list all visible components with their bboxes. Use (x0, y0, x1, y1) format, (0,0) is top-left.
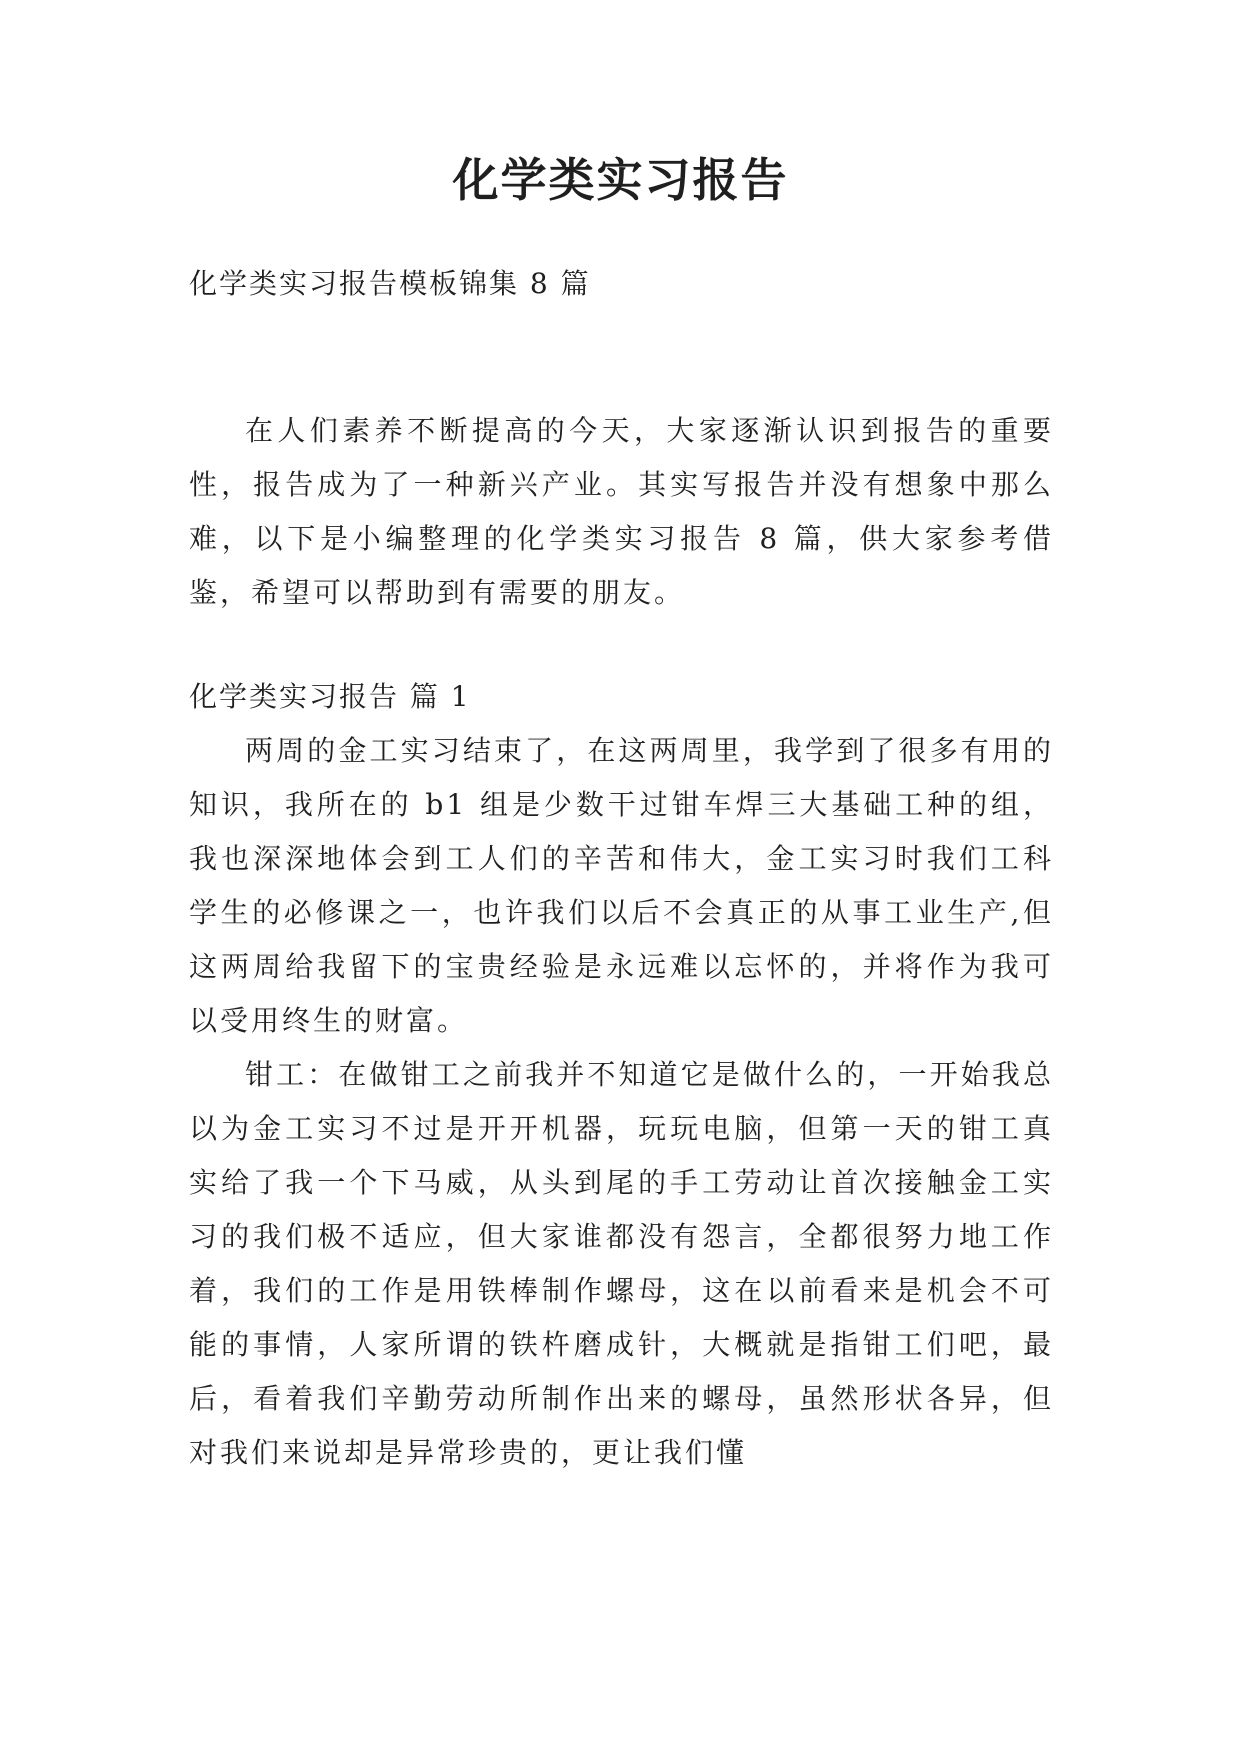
section-heading: 化学类实习报告 篇 1 (189, 680, 471, 713)
body-paragraph-2: 钳工：在做钳工之前我并不知道它是做什么的，一开始我总以为金工实习不过是开开机器，玩玩电脑，但第一天的钳工真实给了我一个下马威，从头到尾的手工劳动让首次接触金工实习的我们极不适应，但大家谁都没有怨言，全都很努力地工作着，我们的工作是用铁棒制作螺母，这在以前看来是机会不可能的事情，人家所谓的铁杵磨成针，大概就是指钳工们吧，最后，看着我们辛勤劳动所制作出来的螺母，虽然形状各异，但对我们来说却是异常珍贵的，更让我们懂 (189, 1058, 1054, 1469)
document-subtitle: 化学类实习报告模板锦集 8 篇 (189, 267, 591, 300)
intro-paragraph: 在人们素养不断提高的今天，大家逐渐认识到报告的重要性，报告成为了一种新兴产业。其实写报告并没有想象中那么难，以下是小编整理的化学类实习报告 8 篇，供大家参考借鉴，希望可以帮助到有需要的朋友。 (189, 414, 1054, 609)
document-title: 化学类实习报告 (452, 153, 789, 207)
body-paragraph-1: 两周的金工实习结束了，在这两周里，我学到了很多有用的知识，我所在的 b1 组是少数干过钳车焊三大基础工种的组，我也深深地体会到工人们的辛苦和伟大，金工实习时我们工科学生的必修课之一，也许我们以后不会真正的从事工业生产,但这两周给我留下的宝贵经验是永远难以忘怀的，并将作为我可以受用终生的财富。 (189, 734, 1054, 1037)
document-body (189, 404, 1054, 1480)
